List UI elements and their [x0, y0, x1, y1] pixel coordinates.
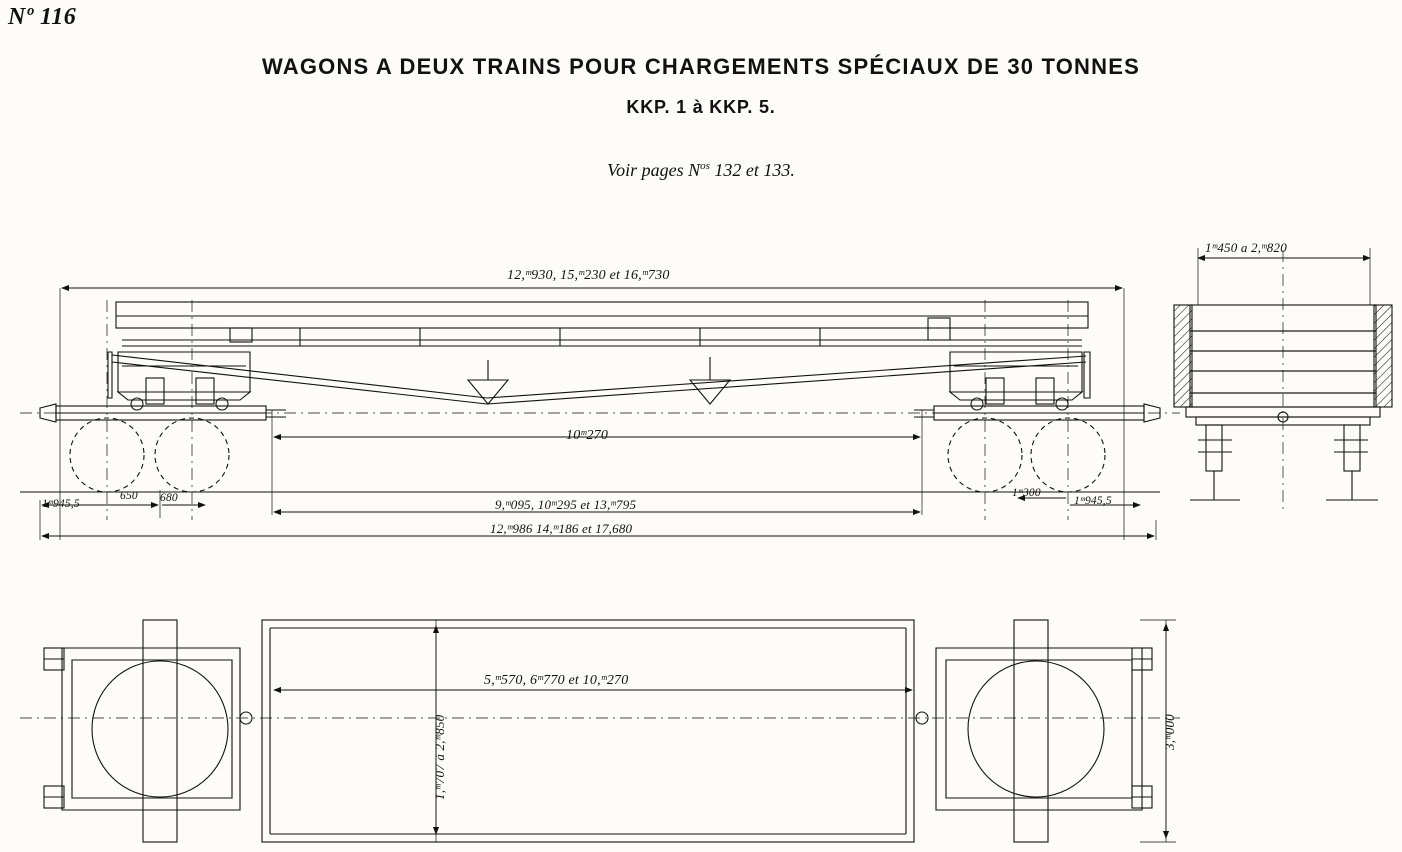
dim-axle-spacing-a: 650: [120, 490, 138, 502]
dim-buffer-centres: 9,ᵐ095, 10ᵐ295 et 13,ᵐ795: [495, 497, 637, 512]
dimension-arrows: [42, 258, 1370, 536]
end-extension-lines: [1198, 248, 1370, 305]
dim-right-overhang: 1ᵐ945,5: [1074, 495, 1112, 507]
dim-platform-length: 5,ᵐ570, 6ᵐ770 et 10,ᵐ270: [484, 673, 629, 688]
dim-left-overhang: 1ᵐ945,5: [42, 498, 80, 510]
dim-axle-spacing-b: 680: [160, 492, 178, 504]
dim-platform-width: 1,ᵐ707 à 2,ᵐ850: [432, 714, 447, 800]
plan-view: [44, 620, 1152, 842]
dim-wheelbase-centre: 10ᵐ270: [566, 428, 609, 443]
plan-dimension-arrows: [274, 624, 1166, 838]
page-subtitle: KKP. 1 à KKP. 5.: [626, 97, 776, 117]
page-title: WAGONS A DEUX TRAINS POUR CHARGEMENTS SPÉCIAUX DE 30 TONNES: [262, 54, 1140, 79]
reference-superscript: os: [700, 160, 710, 172]
dim-top-length: 12,ᵐ930, 15,ᵐ230 et 16,ᵐ730: [507, 268, 670, 283]
dim-overall-width: 3,ᵐ000: [1162, 714, 1177, 750]
dim-over-buffers: 12,ᵐ986 14,ᵐ186 et 17,680: [490, 521, 633, 536]
dim-right-spacing: 1ᵐ300: [1012, 487, 1041, 499]
plan-extension-lines: [436, 620, 1176, 842]
reference-prefix: Voir pages N: [607, 160, 701, 180]
reference-suffix: 132 et 133.: [709, 160, 795, 180]
dim-end-width: 1ᵐ450 a 2,ᵐ820: [1205, 240, 1287, 255]
side-elevation: [20, 302, 1160, 492]
plate-number: Nº 116: [8, 4, 77, 30]
centre-lines: [20, 250, 1283, 520]
